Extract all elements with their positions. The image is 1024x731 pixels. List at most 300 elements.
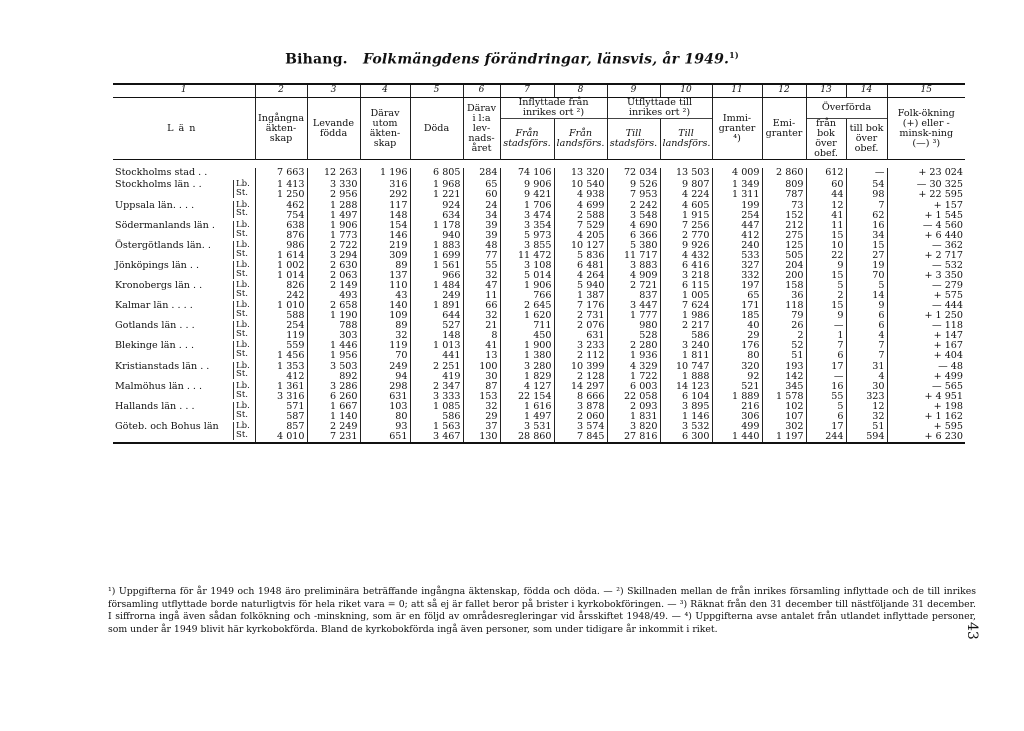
cell-value: 51 <box>872 420 885 432</box>
cell-value: 1 446 <box>330 340 358 352</box>
lb-st-text: St. <box>233 431 253 440</box>
table-cell <box>255 221 307 241</box>
cell-value: 6 260 <box>330 390 358 402</box>
cell-value: 1 361 <box>277 380 305 392</box>
table-cell <box>846 382 887 402</box>
cell-value: 44 <box>831 189 844 201</box>
cell-value: 11 717 <box>623 249 658 261</box>
col-header-fran-land: Från landsförs. <box>554 119 607 160</box>
cell-value: 2 249 <box>330 420 358 432</box>
table-cell <box>607 362 660 382</box>
cell-value: 32 <box>395 330 408 342</box>
cell-value: 6 <box>878 320 885 332</box>
cell-value: 153 <box>479 390 498 402</box>
cell-value: 1 936 <box>630 350 658 362</box>
table-cell <box>887 321 965 341</box>
cell-value: 34 <box>872 229 885 241</box>
table-row <box>113 281 965 301</box>
table-cell <box>762 382 806 402</box>
cell-value: 5 <box>837 400 844 412</box>
cell-value: 7 529 <box>577 219 605 231</box>
cell-value: 5 940 <box>577 280 605 291</box>
cell-value: 1 380 <box>524 350 552 362</box>
county-name: Hallands län . . . <box>115 400 195 412</box>
cell-value: 242 <box>286 290 305 302</box>
cell-value: 327 <box>741 259 760 271</box>
cell-value: 4 909 <box>630 269 658 281</box>
county-name: Malmöhus län . . . <box>115 380 203 392</box>
col-header-till-land: Till landsförs. <box>660 119 712 160</box>
column-number: 6 <box>463 84 500 98</box>
table-cell <box>762 422 806 443</box>
cell-value: 1 190 <box>330 310 358 322</box>
cell-value: 2 721 <box>630 280 658 291</box>
cell-value: 1 900 <box>524 340 552 352</box>
cell-value: 6 003 <box>630 380 658 392</box>
cell-value: 1 777 <box>630 310 658 322</box>
cell-value: 15 <box>831 269 844 281</box>
table-cell <box>360 241 410 261</box>
table-cell <box>554 180 607 200</box>
table-cell <box>660 180 712 200</box>
table-cell <box>307 221 360 241</box>
table-cell <box>660 422 712 443</box>
cell-value: 41 <box>831 209 844 221</box>
table-cell <box>307 362 360 382</box>
cell-value: 1 013 <box>433 340 461 352</box>
cell-value: + 23 024 <box>918 167 964 179</box>
cell-value: 766 <box>533 290 552 302</box>
col-header-fran-stad: Från stadsförs. <box>500 119 554 160</box>
cell-value: 1 829 <box>524 370 552 382</box>
cell-value: 154 <box>389 219 408 231</box>
cell-value: 12 <box>872 400 885 412</box>
cell-value: 3 474 <box>524 209 552 221</box>
table-cell <box>500 422 554 443</box>
table-cell <box>762 341 806 361</box>
table-row <box>113 321 965 341</box>
cell-value: 1 561 <box>433 259 461 271</box>
cell-value: 5 <box>837 280 844 291</box>
cell-value: 1 221 <box>433 189 461 201</box>
table-cell <box>463 382 500 402</box>
cell-value: 1 620 <box>524 310 552 322</box>
table-cell <box>762 321 806 341</box>
table-cell <box>806 221 846 241</box>
cell-value: 1 811 <box>682 350 710 362</box>
column-number: 4 <box>360 84 410 98</box>
table-row <box>113 180 965 200</box>
table-cell <box>554 241 607 261</box>
table-cell <box>410 402 463 422</box>
cell-value: 1 614 <box>277 249 305 261</box>
cell-value: 72 034 <box>623 167 658 179</box>
table-cell <box>360 382 410 402</box>
cell-value: + 2 717 <box>924 249 964 261</box>
table-cell <box>463 180 500 200</box>
table-cell <box>255 341 307 361</box>
table-cell <box>607 261 660 281</box>
cell-value: 14 297 <box>570 380 605 392</box>
cell-value: — <box>874 167 885 179</box>
cell-value: 1 010 <box>277 300 305 312</box>
cell-value: 2 217 <box>682 320 710 332</box>
cell-value: 117 <box>389 199 408 211</box>
table-cell <box>660 301 712 321</box>
cell-value: 2 731 <box>577 310 605 322</box>
table-cell <box>500 321 554 341</box>
cell-value: 1 616 <box>524 400 552 412</box>
cell-value: 4 127 <box>524 380 552 392</box>
column-number: 8 <box>554 84 607 98</box>
cell-value: 80 <box>747 350 760 362</box>
table-cell <box>307 402 360 422</box>
table-cell <box>500 241 554 261</box>
cell-value: 30 <box>872 380 885 392</box>
table-cell <box>463 241 500 261</box>
cell-value: 980 <box>639 320 658 332</box>
table-cell <box>463 402 500 422</box>
table-cell <box>762 221 806 241</box>
table-cell <box>463 201 500 221</box>
table-cell <box>554 261 607 281</box>
table-cell <box>255 402 307 422</box>
lb-st-label <box>233 341 255 361</box>
cell-value: 17 <box>831 360 844 372</box>
table-cell <box>360 402 410 422</box>
table-cell <box>554 422 607 443</box>
cell-value: 2 149 <box>330 280 358 291</box>
cell-value: 254 <box>741 209 760 221</box>
cell-value: 4 938 <box>577 189 605 201</box>
table-cell <box>806 301 846 321</box>
table-cell <box>762 241 806 261</box>
table-cell <box>554 301 607 321</box>
cell-value: 244 <box>825 430 844 442</box>
table-cell <box>410 341 463 361</box>
column-number: 10 <box>660 84 712 98</box>
cell-value: 55 <box>485 259 498 271</box>
cell-value: 6 104 <box>682 390 710 402</box>
cell-value: 73 <box>791 199 804 211</box>
column-number: 5 <box>410 84 463 98</box>
table-cell <box>500 402 554 422</box>
cell-value: 1 883 <box>433 239 461 251</box>
lb-st-text: St. <box>233 370 253 379</box>
cell-value: — 279 <box>932 280 964 291</box>
table-cell <box>887 180 965 200</box>
cell-value: 345 <box>785 380 804 392</box>
table-cell <box>762 281 806 301</box>
cell-value: 7 845 <box>577 430 605 442</box>
table-cell <box>500 341 554 361</box>
table-cell <box>762 301 806 321</box>
cell-value: 2 093 <box>630 400 658 412</box>
cell-value: 320 <box>741 360 760 372</box>
table-cell <box>806 402 846 422</box>
cell-value: 8 666 <box>577 390 605 402</box>
cell-value: 13 320 <box>570 167 605 179</box>
cell-value: 65 <box>747 290 760 302</box>
cell-value: 17 <box>831 420 844 432</box>
cell-value: 87 <box>485 380 498 392</box>
table-cell <box>607 341 660 361</box>
cell-value: 254 <box>286 320 305 332</box>
cell-value: 3 883 <box>630 259 658 271</box>
cell-value: 142 <box>785 370 804 382</box>
cell-value: 32 <box>485 310 498 322</box>
table-cell <box>360 261 410 281</box>
cell-value: 1 773 <box>330 229 358 241</box>
cell-value: 940 <box>442 229 461 241</box>
col-header-ingangna: Ingångna äkten-skap <box>255 98 307 160</box>
title-footnote-ref: 1) <box>729 50 739 60</box>
table-cell <box>463 261 500 281</box>
cell-value: 9 906 <box>524 179 552 191</box>
cell-value: 1 968 <box>433 179 461 191</box>
table-cell <box>660 362 712 382</box>
cell-value: 7 <box>878 340 885 352</box>
cell-value: 1 014 <box>277 269 305 281</box>
cell-value: 2 112 <box>577 350 605 362</box>
cell-value: 22 <box>831 249 844 261</box>
cell-value: — <box>833 370 844 382</box>
cell-value: 419 <box>442 370 461 382</box>
table-cell <box>463 281 500 301</box>
cell-value: 1 413 <box>277 179 305 191</box>
col-header-inflyttade: Inflyttade från inrikes ort ²) <box>500 98 607 119</box>
lb-st-text: St. <box>233 189 253 198</box>
cell-value: 4 <box>878 370 885 382</box>
cell-value: 1 563 <box>433 420 461 432</box>
table-cell <box>762 201 806 221</box>
cell-value: 1 956 <box>330 350 358 362</box>
cell-value: 447 <box>741 219 760 231</box>
cell-value: 1 906 <box>330 219 358 231</box>
table-cell <box>554 341 607 361</box>
cell-value: 441 <box>442 350 461 362</box>
table-cell <box>360 301 410 321</box>
table-cell <box>887 221 965 241</box>
table-cell <box>554 281 607 301</box>
cell-value: 711 <box>533 320 552 332</box>
cell-value: 644 <box>442 310 461 322</box>
cell-value: 7 176 <box>577 300 605 312</box>
cell-value: 1 497 <box>330 209 358 221</box>
cell-value: 528 <box>639 330 658 342</box>
cell-value: 1 915 <box>682 209 710 221</box>
lb-st-text: Lb. <box>233 201 253 210</box>
col-header-till-bok: till bok över obef. <box>846 119 887 160</box>
county-name: Gotlands län . . . <box>115 320 195 332</box>
table-cell <box>846 362 887 382</box>
cell-value: 3 333 <box>433 390 461 402</box>
table-cell <box>554 382 607 402</box>
cell-value: 80 <box>395 410 408 422</box>
table-cell <box>463 341 500 361</box>
cell-value: 200 <box>785 269 804 281</box>
cell-value: 6 <box>837 410 844 422</box>
cell-value: 13 <box>485 350 498 362</box>
lb-st-text: St. <box>233 230 253 239</box>
table-cell <box>660 221 712 241</box>
cell-value: 21 <box>485 320 498 332</box>
cell-value: 9 926 <box>682 239 710 251</box>
table-row <box>113 301 965 321</box>
table-cell <box>607 180 660 200</box>
cell-value: 986 <box>286 239 305 251</box>
table-cell <box>255 180 307 200</box>
cell-value: 7 <box>837 340 844 352</box>
cell-value: 8 <box>491 330 498 342</box>
county-name: Jönköpings län . . <box>115 259 200 271</box>
cell-value: 2 645 <box>524 300 552 312</box>
table-cell <box>255 301 307 321</box>
cell-value: + 499 <box>933 370 964 382</box>
cell-value: 15 <box>831 300 844 312</box>
table-cell <box>887 261 965 281</box>
cell-value: — 362 <box>932 239 964 251</box>
lb-st-text: Lb. <box>233 362 253 371</box>
table-cell <box>255 241 307 261</box>
lb-st-text: St. <box>233 209 253 218</box>
cell-value: 55 <box>831 390 844 402</box>
cell-value: 140 <box>389 300 408 312</box>
table-row <box>113 201 965 221</box>
table-cell <box>887 241 965 261</box>
cell-value: 316 <box>389 179 408 191</box>
cell-value: 1 311 <box>732 189 760 201</box>
cell-value: 6 <box>837 350 844 362</box>
cell-value: 41 <box>485 340 498 352</box>
cell-value: 89 <box>395 320 408 332</box>
cell-value: 12 <box>831 199 844 211</box>
cell-value: 7 256 <box>682 219 710 231</box>
table-row <box>113 422 965 443</box>
cell-value: 2 588 <box>577 209 605 221</box>
cell-value: 6 416 <box>682 259 710 271</box>
cell-value: 1 178 <box>433 219 461 231</box>
table-cell <box>712 382 762 402</box>
table-cell <box>806 261 846 281</box>
cell-value: 130 <box>479 430 498 442</box>
table-cell <box>712 221 762 241</box>
cell-value: 2 128 <box>577 370 605 382</box>
cell-value: — 118 <box>932 320 964 332</box>
cell-value: 19 <box>872 259 885 271</box>
table-cell <box>607 221 660 241</box>
cell-value: 588 <box>286 310 305 322</box>
table-cell <box>307 241 360 261</box>
cell-value: 14 <box>872 290 885 302</box>
cell-value: 527 <box>442 320 461 332</box>
cell-value: 1 146 <box>682 410 710 422</box>
cell-value: 892 <box>339 370 358 382</box>
cell-value: + 147 <box>933 330 964 342</box>
cell-value: 966 <box>442 269 461 281</box>
cell-value: 16 <box>831 380 844 392</box>
cell-value: 4 605 <box>682 199 710 211</box>
table-cell <box>410 180 463 200</box>
cell-value: 521 <box>741 380 760 392</box>
cell-value: 219 <box>389 239 408 251</box>
cell-value: 94 <box>395 370 408 382</box>
lb-st-label <box>233 382 255 402</box>
cell-value: 100 <box>479 360 498 372</box>
cell-value: 10 540 <box>570 179 605 191</box>
cell-value: 31 <box>872 360 885 372</box>
table-cell <box>806 281 846 301</box>
table-cell <box>762 261 806 281</box>
cell-value: 1 085 <box>433 400 461 412</box>
table-cell <box>554 321 607 341</box>
cell-value: 70 <box>872 269 885 281</box>
cell-value: 197 <box>741 280 760 291</box>
cell-value: 275 <box>785 229 804 241</box>
table-cell <box>806 422 846 443</box>
cell-value: 7 663 <box>277 167 305 179</box>
table-cell <box>806 201 846 221</box>
cell-value: 4 329 <box>630 360 658 372</box>
lb-st-label <box>233 241 255 261</box>
population-table <box>113 83 965 444</box>
table-cell <box>255 362 307 382</box>
cell-value: 3 294 <box>330 249 358 261</box>
table-cell <box>410 362 463 382</box>
cell-value: 26 <box>791 320 804 332</box>
table-cell <box>410 281 463 301</box>
lb-st-label <box>233 422 255 443</box>
cell-value: 7 <box>878 350 885 362</box>
table-cell <box>463 221 500 241</box>
cell-value: 10 <box>831 239 844 251</box>
cell-value: 40 <box>747 320 760 332</box>
cell-value: 3 330 <box>330 179 358 191</box>
column-number: 9 <box>607 84 660 98</box>
table-row <box>113 382 965 402</box>
table-cell <box>712 201 762 221</box>
cell-value: 586 <box>442 410 461 422</box>
cell-value: 11 <box>485 290 498 302</box>
cell-value: + 1 250 <box>924 310 964 322</box>
cell-value: 1 891 <box>433 300 461 312</box>
cell-value: 1 440 <box>732 430 760 442</box>
table-cell <box>607 422 660 443</box>
cell-value: 594 <box>866 430 885 442</box>
column-number: 12 <box>762 84 806 98</box>
cell-value: 2 242 <box>630 199 658 211</box>
table-cell <box>307 180 360 200</box>
cell-value: 13 503 <box>675 167 710 179</box>
cell-value: 787 <box>785 189 804 201</box>
table-cell <box>846 201 887 221</box>
lb-st-text: St. <box>233 350 253 359</box>
cell-value: 533 <box>741 249 760 261</box>
cell-value: 185 <box>741 310 760 322</box>
cell-value: 2 722 <box>330 239 358 251</box>
table-cell <box>806 382 846 402</box>
cell-value: 4 <box>878 330 885 342</box>
cell-value: 3 286 <box>330 380 358 392</box>
cell-value: 2 251 <box>433 360 461 372</box>
cell-value: 4 690 <box>630 219 658 231</box>
cell-value: 30 <box>485 370 498 382</box>
lb-st-text: Lb. <box>233 341 253 350</box>
cell-value: 32 <box>872 410 885 422</box>
county-name: Blekinge län . . . <box>115 340 194 352</box>
table-row <box>113 341 965 361</box>
table-cell <box>846 341 887 361</box>
